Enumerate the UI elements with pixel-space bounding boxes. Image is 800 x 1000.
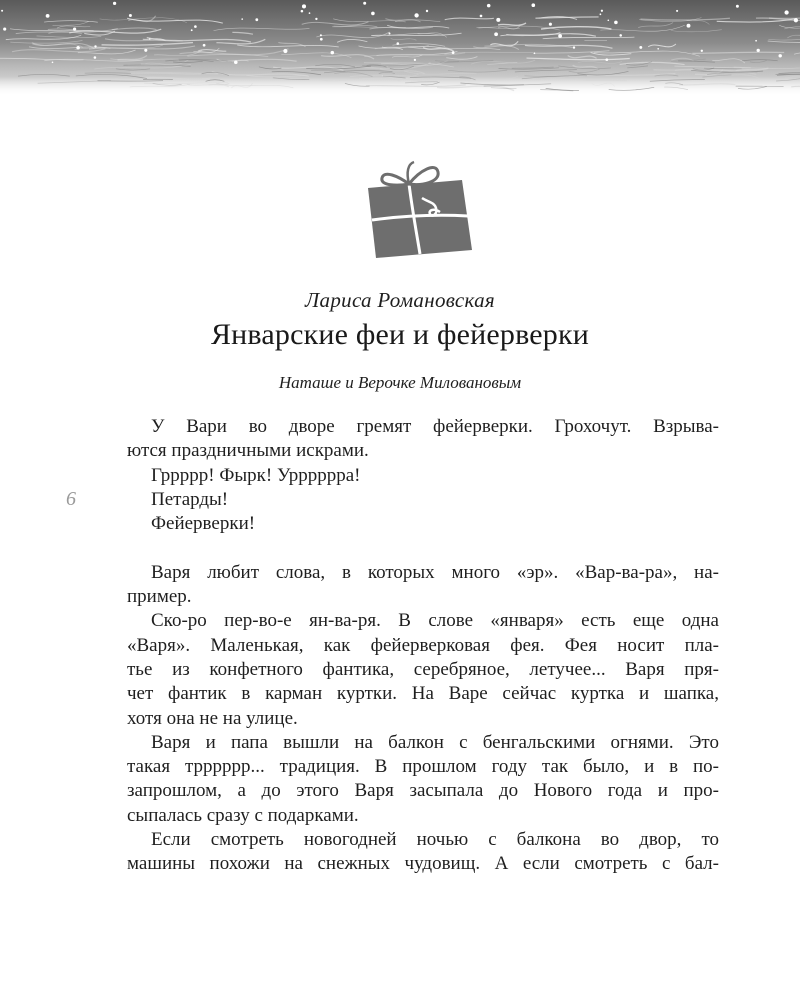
snow-dot <box>426 10 428 12</box>
snow-dot <box>601 10 603 12</box>
snow-dot <box>113 2 116 5</box>
snow-dot <box>301 10 304 13</box>
snow-dot <box>496 18 500 22</box>
paragraph <box>127 731 719 828</box>
snow-dot <box>701 50 703 52</box>
snow-dot <box>736 5 739 8</box>
snow-dot <box>73 27 76 30</box>
snow-dot <box>149 38 151 40</box>
snow-dot <box>480 15 483 18</box>
story-body <box>127 415 719 877</box>
paragraph <box>127 464 719 488</box>
snow-dot <box>315 18 317 20</box>
paragraph <box>127 415 719 464</box>
snow-dot <box>784 10 788 14</box>
snow-decoration <box>0 0 800 96</box>
snow-dot <box>558 34 562 38</box>
snow-dot <box>302 4 306 8</box>
snow-dot <box>129 14 132 17</box>
text-line: У Вари во дворе гремят фейерверки. Грохочут. Взрыва- <box>151 416 719 437</box>
story-title: Январские феи и фейерверки <box>210 318 590 351</box>
text-line: запрошлом, а до этого Варя засыпала до Нового года и про- <box>127 780 719 802</box>
snow-dot <box>234 61 238 65</box>
text-line: Ско-ро пер-во-е ян-ва-ря. В слове «января» есть еще одна <box>151 610 719 632</box>
snow-dot <box>531 3 535 7</box>
snow-dot <box>573 46 575 48</box>
snow-dot <box>194 25 197 28</box>
snow-dot <box>614 21 618 25</box>
snow-dot <box>757 49 760 52</box>
text-line: сыпалась сразу с подарками. <box>127 804 359 826</box>
text-line: ются праздничными искрами. <box>127 440 369 462</box>
author-name: Лариса Романовская <box>305 288 495 312</box>
snow-dot <box>452 51 455 54</box>
snow-dot <box>283 49 287 53</box>
text-line: такая трррррр... традиция. В прошлом году так было, и в по- <box>127 756 719 778</box>
snow-dot <box>414 13 418 17</box>
snow-dot <box>191 29 193 31</box>
snow-dot <box>534 52 536 54</box>
text-line: хотя она не на улице. <box>127 707 298 729</box>
snow-dot <box>619 34 622 37</box>
snow-dot <box>241 18 243 20</box>
snow-dot <box>778 54 781 57</box>
paragraph <box>127 828 719 877</box>
paragraph-break <box>127 536 719 560</box>
snow-dot <box>52 61 54 63</box>
snow-dot <box>144 49 147 52</box>
text-line: чет фантик в карман куртки. На Варе сейчас куртка и шапка, <box>127 683 719 705</box>
gift-box-icon <box>362 158 476 260</box>
text-line: Если смотреть новогодней ночью с балкона во двор, то <box>151 829 719 851</box>
paragraph <box>127 488 719 512</box>
snow-dot <box>607 19 609 21</box>
snow-dot <box>605 58 608 61</box>
snow-dot <box>549 23 552 26</box>
snow-dot <box>600 13 602 15</box>
text-line: машины похожи на снежных чудовищ. А если смотреть с бал- <box>127 853 719 875</box>
snow-dot <box>94 56 97 59</box>
snow-dot <box>389 33 391 35</box>
snow-dot <box>46 14 50 18</box>
snowy-scribble-band <box>0 0 800 96</box>
snow-dot <box>794 18 798 22</box>
dedication: Наташе и Верочке Миловановым <box>278 373 522 392</box>
snow-dot <box>94 45 96 47</box>
paragraph <box>127 561 719 610</box>
snow-dot <box>487 4 491 8</box>
text-line: Петарды! <box>151 488 229 510</box>
snow-dot <box>494 32 498 36</box>
page-number: 6 <box>66 488 76 510</box>
snow-dot <box>657 48 659 50</box>
snow-dot <box>3 28 6 31</box>
snow-dot <box>203 44 206 47</box>
snow-dot <box>397 42 400 45</box>
snow-dot <box>676 10 678 12</box>
text-line: Варя любит слова, в которых много «эр». «Вар-ва-ра», на- <box>151 561 719 583</box>
snow-dot <box>687 24 691 28</box>
text-line: пример. <box>127 586 192 608</box>
snow-dot <box>320 34 322 36</box>
text-line: тье из конфетного фантика, серебряное, летучее... Варя пря- <box>127 658 719 680</box>
snow-dot <box>414 59 416 61</box>
text-line: Гррррр! Фырк! Урррррра! <box>151 464 361 486</box>
snow-dot <box>331 51 335 55</box>
text-line: Фейерверки! <box>151 513 256 535</box>
snow-dot <box>755 40 757 42</box>
text-line: Варя и папа вышли на балкон с бенгальскими огнями. Это <box>151 731 719 753</box>
paragraph <box>127 512 719 536</box>
snow-dot <box>1 10 3 12</box>
snow-dot <box>320 38 323 41</box>
snow-dot <box>363 2 366 5</box>
snow-dot <box>371 12 375 16</box>
text-line: «Варя». Маленькая, как фейерверковая фея. Фея носит пла- <box>127 634 719 656</box>
snow-dot <box>255 18 258 21</box>
snow-dot <box>76 46 80 50</box>
snow-dot <box>639 46 642 49</box>
paragraph <box>127 609 719 730</box>
snow-dot <box>309 12 311 14</box>
